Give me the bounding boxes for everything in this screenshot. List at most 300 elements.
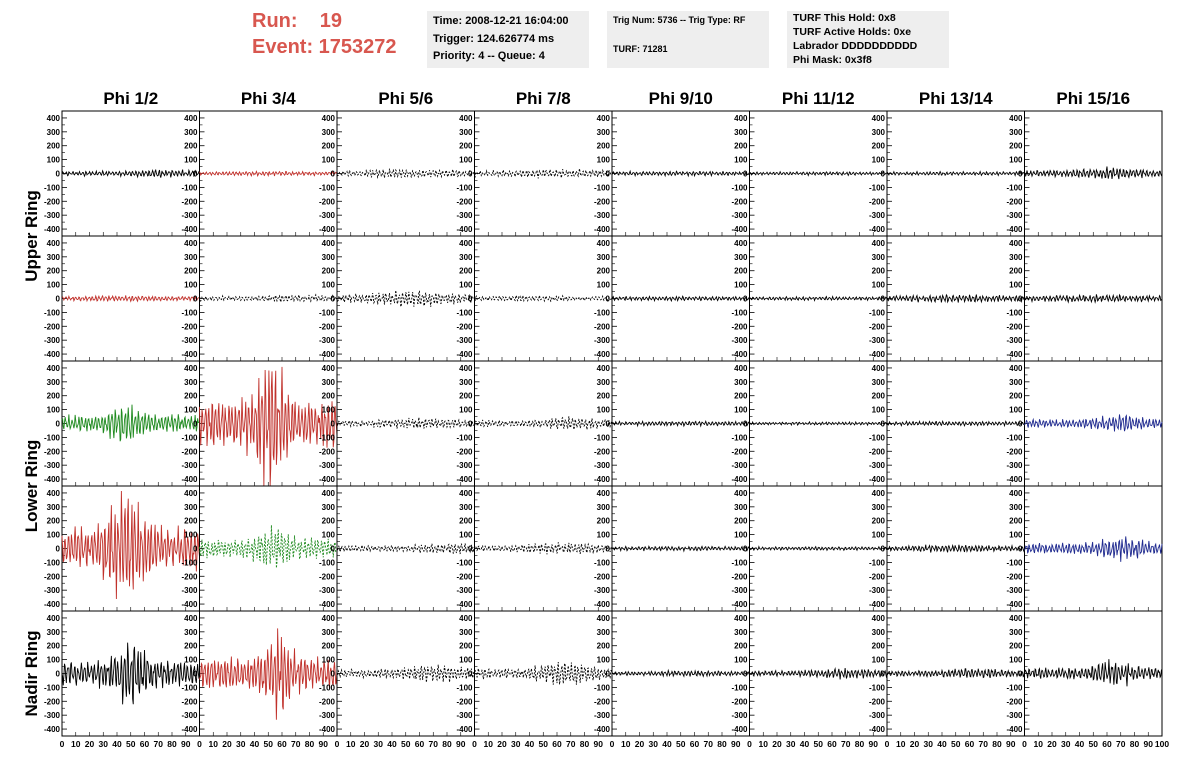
y-tick-label: 100: [1009, 655, 1023, 665]
ring-label: Nadir Ring: [22, 630, 41, 717]
x-tick-label: 20: [909, 739, 920, 749]
y-tick-label: -300: [1006, 336, 1023, 346]
x-tick-label: 70: [978, 739, 988, 749]
y-tick-label: 0: [330, 669, 335, 679]
y-tick-label: 0: [605, 419, 610, 429]
y-tick-label: -200: [731, 322, 748, 332]
y-tick-label: 100: [871, 280, 885, 290]
y-tick-label: 100: [46, 155, 60, 165]
x-tick-label: 60: [139, 739, 150, 749]
x-tick-label: 90: [593, 739, 603, 749]
y-tick-label: -400: [456, 350, 473, 360]
panel-frame: [475, 236, 613, 361]
y-tick-label: -400: [593, 725, 610, 735]
waveform-trace: [337, 290, 475, 307]
panel-frame: [750, 111, 888, 236]
y-tick-label: -300: [731, 711, 748, 721]
y-tick-label: 100: [871, 655, 885, 665]
waveform-trace: [1025, 659, 1163, 686]
ring-label: Lower Ring: [22, 439, 41, 533]
y-tick-label: -400: [43, 350, 60, 360]
y-tick-label: -300: [181, 211, 198, 221]
y-tick-label: 300: [321, 252, 335, 262]
y-tick-label: -100: [456, 683, 473, 693]
time-text: Time: 2008-12-21 16:04:00: [433, 15, 569, 27]
y-tick-label: -400: [868, 725, 885, 735]
y-tick-label: -100: [1006, 683, 1023, 693]
x-tick-label: 100: [1154, 739, 1170, 749]
y-tick-label: 100: [46, 280, 60, 290]
y-tick-label: 400: [321, 613, 335, 623]
waveform-trace: [62, 643, 200, 705]
y-tick-label: 400: [596, 363, 610, 373]
y-tick-label: -300: [593, 586, 610, 596]
y-tick-label: -400: [731, 475, 748, 485]
y-tick-label: -200: [181, 697, 198, 707]
y-tick-label: -200: [43, 322, 60, 332]
waveform-trace: [750, 297, 888, 301]
y-tick-label: 100: [46, 655, 60, 665]
y-tick-label: -300: [456, 711, 473, 721]
waveform-trace: [887, 295, 1025, 303]
y-tick-label: 0: [1018, 419, 1023, 429]
column-header: Phi 1/2: [103, 89, 159, 108]
x-tick-label: 80: [579, 739, 590, 749]
waveform-trace: [1025, 166, 1163, 179]
y-tick-label: 200: [871, 641, 885, 651]
y-tick-label: 400: [1009, 613, 1023, 623]
x-tick-label: 80: [1129, 739, 1140, 749]
y-tick-label: 300: [871, 377, 885, 387]
y-tick-label: 400: [46, 488, 60, 498]
x-tick-label: 40: [112, 739, 122, 749]
y-tick-label: -400: [43, 725, 60, 735]
column-header: Phi 13/14: [918, 89, 993, 108]
event-number: Event: 1753272: [252, 36, 397, 58]
y-tick-label: -400: [181, 475, 198, 485]
x-tick-label: 10: [208, 739, 218, 749]
x-tick-label: 70: [703, 739, 713, 749]
x-tick-label: 40: [1074, 739, 1085, 749]
y-tick-label: -300: [318, 461, 335, 471]
x-tick-label: 30: [786, 739, 796, 749]
y-tick-label: 300: [596, 502, 610, 512]
y-tick-label: 100: [459, 655, 473, 665]
panel-frame: [1025, 236, 1163, 361]
y-tick-label: 100: [184, 280, 198, 290]
x-tick-label: 50: [126, 739, 136, 749]
y-tick-label: -400: [456, 225, 473, 235]
y-tick-label: 100: [1009, 405, 1023, 415]
y-tick-label: -200: [731, 197, 748, 207]
y-tick-label: 100: [734, 155, 748, 165]
x-tick-label: 10: [758, 739, 768, 749]
x-tick-label: 60: [964, 739, 975, 749]
y-tick-label: 300: [734, 502, 748, 512]
y-tick-label: 300: [321, 127, 335, 137]
y-tick-label: -400: [43, 225, 60, 235]
y-tick-label: -100: [593, 308, 610, 318]
y-tick-label: 400: [1009, 363, 1023, 373]
waveform-trace: [612, 546, 750, 551]
y-tick-label: 300: [459, 127, 473, 137]
y-tick-label: -300: [868, 461, 885, 471]
y-tick-label: -200: [868, 197, 885, 207]
trigger-text: Trigger: 124.626774 ms: [433, 33, 555, 45]
y-tick-label: 200: [1009, 516, 1023, 526]
y-tick-label: 400: [734, 238, 748, 248]
y-tick-label: -100: [318, 558, 335, 568]
y-tick-label: -200: [731, 447, 748, 457]
waveform-trace: [200, 171, 338, 176]
y-tick-label: 0: [880, 419, 885, 429]
y-tick-label: 300: [871, 252, 885, 262]
y-tick-label: 100: [321, 655, 335, 665]
y-tick-label: -100: [731, 308, 748, 318]
y-tick-label: 100: [871, 405, 885, 415]
y-tick-label: 0: [1018, 544, 1023, 554]
y-tick-label: -200: [318, 697, 335, 707]
y-tick-label: -400: [593, 475, 610, 485]
y-tick-label: -400: [43, 600, 60, 610]
waveform-trace: [887, 545, 1025, 553]
x-tick-label: 70: [566, 739, 576, 749]
x-tick-label: 40: [249, 739, 260, 749]
y-tick-label: -400: [43, 475, 60, 485]
x-tick-label: 20: [772, 739, 782, 749]
waveform-trace: [475, 295, 613, 301]
y-tick-label: 0: [55, 419, 60, 429]
y-tick-label: 400: [871, 113, 885, 123]
y-tick-label: -300: [181, 336, 198, 346]
x-tick-label: 20: [359, 739, 370, 749]
waveform-trace: [475, 169, 613, 179]
y-tick-label: 300: [596, 377, 610, 387]
y-tick-label: 400: [459, 488, 473, 498]
y-tick-label: 200: [871, 141, 885, 151]
y-tick-label: 200: [321, 266, 335, 276]
y-tick-label: 0: [193, 544, 198, 554]
y-tick-label: -100: [868, 433, 885, 443]
x-tick-label: 10: [71, 739, 81, 749]
y-tick-label: -400: [1006, 350, 1023, 360]
waveform-trace: [62, 295, 200, 301]
y-tick-label: 400: [184, 613, 198, 623]
y-tick-label: -400: [1006, 225, 1023, 235]
y-tick-label: 100: [184, 405, 198, 415]
y-tick-label: -400: [1006, 600, 1023, 610]
y-tick-label: 100: [184, 530, 198, 540]
waveform-trace: [200, 295, 338, 302]
y-tick-label: 0: [330, 544, 335, 554]
y-tick-label: 200: [596, 141, 610, 151]
column-header: Phi 11/12: [781, 89, 855, 108]
y-tick-label: -100: [1006, 558, 1023, 568]
y-tick-label: -100: [593, 683, 610, 693]
y-tick-label: -400: [181, 725, 198, 735]
y-tick-label: 200: [734, 266, 748, 276]
x-tick-label: 40: [387, 739, 397, 749]
y-tick-label: -200: [43, 197, 60, 207]
y-tick-label: -200: [456, 697, 473, 707]
y-tick-label: 0: [193, 419, 198, 429]
y-tick-label: 200: [459, 391, 473, 401]
waveform-trace: [200, 525, 338, 568]
x-tick-label: 90: [181, 739, 191, 749]
y-tick-label: 400: [596, 238, 610, 248]
y-tick-label: 300: [46, 502, 60, 512]
y-tick-label: 200: [321, 516, 335, 526]
y-tick-label: -100: [43, 433, 60, 443]
y-tick-label: 400: [1009, 238, 1023, 248]
x-tick-label: 10: [621, 739, 631, 749]
trig-num-text: Trig Num: 5736 -- Trig Type: RF: [613, 15, 746, 25]
y-tick-label: 200: [1009, 641, 1023, 651]
y-tick-label: 200: [1009, 266, 1023, 276]
y-tick-label: -200: [868, 572, 885, 582]
y-tick-label: -400: [731, 600, 748, 610]
y-tick-label: 0: [880, 169, 885, 179]
y-tick-label: 400: [596, 488, 610, 498]
waveform-trace: [337, 417, 475, 428]
waveform-trace: [612, 421, 750, 426]
y-tick-label: -100: [868, 308, 885, 318]
y-tick-label: 300: [1009, 127, 1023, 137]
y-tick-label: 100: [459, 405, 473, 415]
x-tick-label: 60: [827, 739, 837, 749]
y-tick-label: -100: [181, 558, 198, 568]
y-tick-label: -200: [43, 697, 60, 707]
y-tick-label: 0: [55, 669, 60, 679]
x-tick-label: 60: [552, 739, 562, 749]
y-tick-label: -100: [181, 683, 198, 693]
y-tick-label: 100: [1009, 280, 1023, 290]
phi-mask-text: Phi Mask: 0x3f8: [793, 54, 872, 66]
waveform-trace: [475, 662, 613, 685]
x-tick-label: 30: [511, 739, 521, 749]
y-tick-label: 400: [184, 363, 198, 373]
y-tick-label: -200: [43, 447, 60, 457]
y-tick-label: 0: [330, 419, 335, 429]
y-tick-label: -400: [731, 350, 748, 360]
y-tick-label: 300: [184, 377, 198, 387]
y-tick-label: 0: [468, 544, 473, 554]
y-tick-label: 200: [46, 391, 60, 401]
y-tick-label: 300: [46, 627, 60, 637]
y-tick-label: -300: [868, 711, 885, 721]
run-number: Run: 19: [252, 10, 343, 32]
y-tick-label: 400: [734, 488, 748, 498]
y-tick-label: -300: [868, 211, 885, 221]
x-tick-label: 50: [263, 739, 273, 749]
y-tick-label: 0: [605, 294, 610, 304]
y-tick-label: 300: [734, 377, 748, 387]
y-tick-label: 100: [184, 155, 198, 165]
y-tick-label: 200: [46, 516, 60, 526]
turf-hold-text: TURF This Hold: 0x8: [793, 12, 896, 24]
y-tick-label: -200: [593, 322, 610, 332]
x-tick-label: 20: [84, 739, 95, 749]
y-tick-label: -400: [181, 350, 198, 360]
x-tick-label: 80: [167, 739, 177, 749]
y-tick-label: -300: [318, 211, 335, 221]
y-tick-label: -100: [43, 683, 60, 693]
x-tick-label: 40: [524, 739, 535, 749]
x-tick-label: 70: [841, 739, 851, 749]
y-tick-label: 0: [743, 294, 748, 304]
y-tick-label: -200: [593, 447, 610, 457]
panel-frame: [337, 236, 475, 361]
column-header: Phi 9/10: [648, 89, 713, 108]
y-tick-label: 0: [193, 669, 198, 679]
x-tick-label: 20: [634, 739, 645, 749]
x-tick-label: 90: [1006, 739, 1016, 749]
y-tick-label: 400: [871, 613, 885, 623]
y-tick-label: -200: [1006, 197, 1023, 207]
waveform-trace: [887, 669, 1025, 678]
x-tick-label: 80: [442, 739, 452, 749]
y-tick-label: -200: [181, 197, 198, 207]
y-tick-label: 0: [605, 544, 610, 554]
y-tick-label: 200: [871, 516, 885, 526]
y-tick-label: 400: [871, 488, 885, 498]
x-tick-label: 80: [304, 739, 315, 749]
x-tick-label: 70: [291, 739, 301, 749]
y-tick-label: -200: [1006, 322, 1023, 332]
y-tick-label: 0: [743, 544, 748, 554]
y-tick-label: 200: [459, 266, 473, 276]
y-tick-label: 200: [596, 391, 610, 401]
y-tick-label: 300: [321, 377, 335, 387]
y-tick-label: 200: [184, 641, 198, 651]
x-tick-label: 10: [896, 739, 906, 749]
y-tick-label: -400: [868, 475, 885, 485]
y-tick-label: -300: [1006, 711, 1023, 721]
y-tick-label: -100: [318, 683, 335, 693]
y-tick-label: -300: [593, 336, 610, 346]
x-tick-label: 90: [1143, 739, 1153, 749]
x-tick-label: 60: [689, 739, 700, 749]
y-tick-label: 100: [459, 280, 473, 290]
x-tick-label: 0: [59, 739, 65, 749]
y-tick-label: 0: [468, 669, 473, 679]
y-tick-label: 0: [1018, 669, 1023, 679]
y-tick-label: -100: [43, 308, 60, 318]
y-tick-label: 300: [46, 377, 60, 387]
y-tick-label: -300: [731, 336, 748, 346]
y-tick-label: -100: [593, 183, 610, 193]
y-tick-label: 100: [871, 155, 885, 165]
y-tick-label: 200: [46, 266, 60, 276]
y-tick-label: -100: [731, 683, 748, 693]
y-tick-label: -400: [868, 225, 885, 235]
waveform-trace: [62, 170, 200, 178]
x-tick-label: 70: [428, 739, 438, 749]
y-tick-label: 200: [871, 266, 885, 276]
y-tick-label: -400: [1006, 725, 1023, 735]
waveform-trace: [750, 172, 888, 176]
x-tick-label: 0: [197, 739, 202, 749]
x-tick-label: 70: [153, 739, 163, 749]
waveform-trace: [475, 542, 613, 554]
y-tick-label: -300: [593, 461, 610, 471]
y-tick-label: -100: [181, 433, 198, 443]
y-tick-label: -200: [456, 572, 473, 582]
y-tick-label: 400: [321, 238, 335, 248]
y-tick-label: -200: [731, 572, 748, 582]
y-tick-label: 100: [734, 405, 748, 415]
x-tick-label: 50: [813, 739, 823, 749]
y-tick-label: 300: [1009, 377, 1023, 387]
y-tick-label: 100: [596, 530, 610, 540]
y-tick-label: 0: [605, 669, 610, 679]
y-tick-label: 0: [468, 294, 473, 304]
y-tick-label: -200: [1006, 697, 1023, 707]
y-tick-label: -100: [593, 558, 610, 568]
priority-text: Priority: 4 -- Queue: 4: [433, 50, 545, 62]
y-tick-label: 200: [1009, 141, 1023, 151]
y-tick-label: -100: [456, 558, 473, 568]
y-tick-label: -400: [318, 350, 335, 360]
column-header: Phi 3/4: [240, 89, 296, 108]
x-tick-label: 0: [609, 739, 615, 749]
x-tick-label: 50: [676, 739, 686, 749]
waveform-trace: [1025, 414, 1163, 431]
x-tick-label: 20: [497, 739, 507, 749]
y-tick-label: 0: [55, 169, 60, 179]
x-tick-label: 80: [854, 739, 865, 749]
y-tick-label: -400: [318, 600, 335, 610]
y-tick-label: 200: [184, 266, 198, 276]
y-tick-label: 300: [871, 502, 885, 512]
y-tick-label: 400: [321, 363, 335, 373]
y-tick-label: 200: [321, 141, 335, 151]
column-header: Phi 7/8: [515, 89, 571, 108]
y-tick-label: -300: [1006, 586, 1023, 596]
x-tick-label: 30: [236, 739, 246, 749]
y-tick-label: -400: [593, 600, 610, 610]
x-tick-label: 40: [662, 739, 672, 749]
y-tick-label: 100: [596, 155, 610, 165]
waveform-trace: [612, 670, 750, 676]
y-tick-label: -200: [181, 322, 198, 332]
y-tick-label: 200: [459, 141, 473, 151]
y-tick-label: -400: [731, 225, 748, 235]
y-tick-label: -100: [318, 308, 335, 318]
y-tick-label: -200: [318, 447, 335, 457]
x-tick-label: 60: [414, 739, 425, 749]
y-tick-label: -400: [318, 725, 335, 735]
y-tick-label: -400: [593, 225, 610, 235]
waveform-trace: [475, 416, 613, 429]
y-tick-label: -200: [731, 697, 748, 707]
y-tick-label: -200: [456, 322, 473, 332]
y-tick-label: 400: [459, 613, 473, 623]
y-tick-label: 0: [55, 294, 60, 304]
y-tick-label: 400: [734, 613, 748, 623]
x-tick-label: 60: [1102, 739, 1112, 749]
y-tick-label: 400: [184, 238, 198, 248]
waveform-trace: [750, 668, 888, 679]
y-tick-label: -100: [456, 183, 473, 193]
waveform-trace: [200, 367, 338, 486]
y-tick-label: -200: [318, 197, 335, 207]
y-tick-label: 300: [459, 377, 473, 387]
y-tick-label: 400: [46, 238, 60, 248]
y-tick-label: 0: [1018, 169, 1023, 179]
y-tick-label: 400: [1009, 113, 1023, 123]
y-tick-label: 100: [596, 280, 610, 290]
